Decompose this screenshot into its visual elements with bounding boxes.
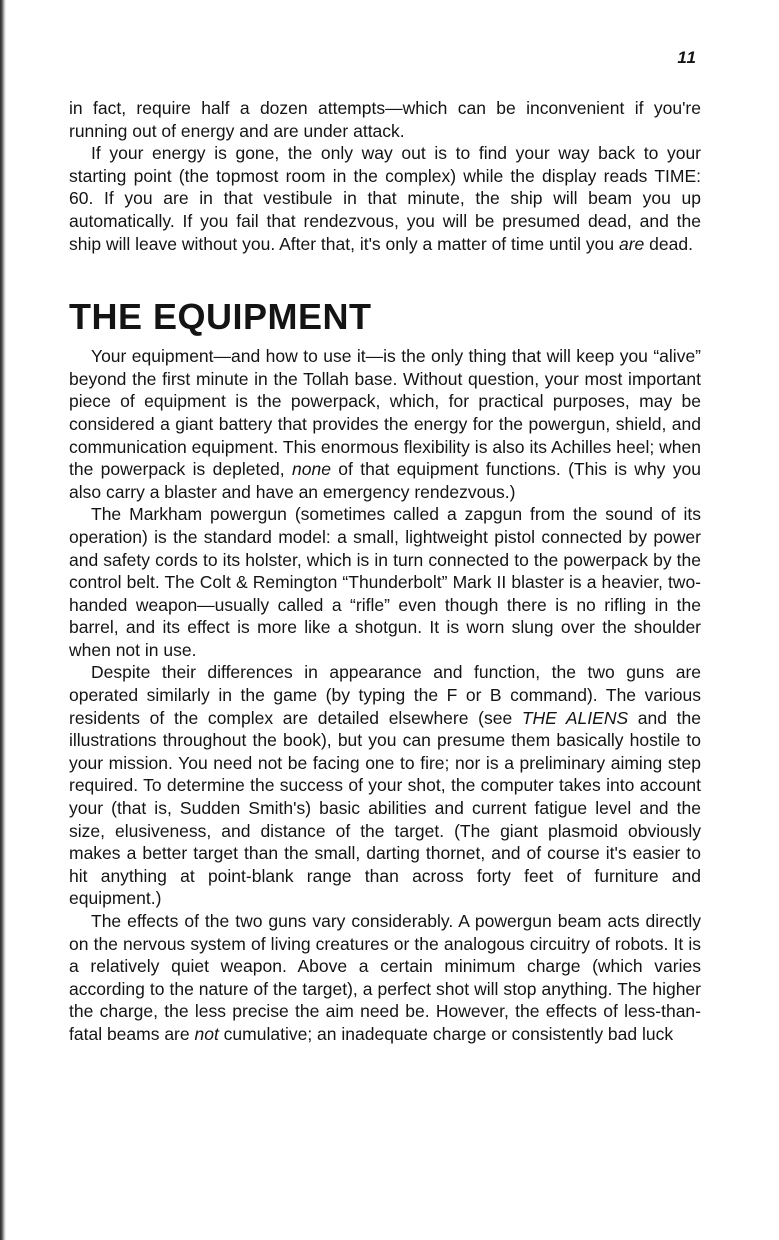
equipment-paragraph-3-text: Despite their differences in appearance and function, the two guns are operated similarly in the game (by typing the F or B command). The various residents of the complex are detailed elsewhere (see — [69, 662, 701, 728]
equipment-paragraph-4-emphasis: not — [194, 1023, 219, 1044]
equipment-paragraph-1 — [69, 345, 701, 503]
equipment-paragraph-3-end: and the illustrations throughout the book), but you can presume them basically hostile to your mission. You need not be facing one to fire; nor is a preliminary aiming step required. To determine the success of your shot, the computer takes into account your (that is, Sudden Smith's) basic abilities and current fatigue level and the size, elusiveness, and distance of the target. (The giant plasmoid obviously makes a better target than the small, darting thornet, and of course it's easier to hit anything at point-blank range than across forty feet of furniture and equipment.) — [69, 707, 702, 909]
equipment-paragraph-1-emphasis: none — [292, 459, 331, 480]
page-binding-edge — [0, 0, 6, 1240]
section-heading: THE EQUIPMENT — [69, 296, 372, 338]
page-number: 11 — [677, 48, 697, 67]
intro-paragraph-2-text: If your energy is gone, the only way out is to find your way back to your starting point (the topmost room in the complex) while the display reads TIME: 60. If you are in that vestibule in that minute, the ship will beam you up automatically. If you fail that rendezvous, you will be presumed dead, and the ship will leave without you. After that, it's only a matter of time until you — [69, 143, 701, 254]
equipment-paragraph-1-end: of that equipment functions. (This is why you also carry a blaster and have an emergency rendezvous.) — [69, 459, 701, 502]
equipment-paragraph-2: The Markham powergun (sometimes called a zapgun from the sound of its operation) is the standard model: a small, lightweight pistol connected by power and safety cords to its holster, which is in turn connected to the powerpack by the control belt. The Colt & Remington “Thunderbolt” Mark II blaster is a heavier, two-handed weapon—usually called a “rifle” even though there is no rifling in the barrel, and its effect is more like a shotgun. It is worn slung over the shoulder when not in use. — [69, 504, 701, 660]
page-body — [69, 97, 701, 1046]
equipment-paragraph-3 — [69, 661, 701, 910]
intro-paragraph-2 — [69, 142, 701, 255]
intro-paragraph-1: in fact, require half a dozen attempts—which can be inconvenient if you're running out of energy and are under attack. — [69, 98, 701, 141]
intro-paragraph-2-emphasis: are — [619, 233, 645, 254]
equipment-paragraph-4 — [69, 910, 701, 1046]
intro-paragraph-2-end: dead. — [644, 233, 693, 254]
equipment-paragraph-4-end: cumulative; an inadequate charge or consistently bad luck — [218, 1023, 674, 1044]
equipment-paragraph-4-text: The effects of the two guns vary considerably. A powergun beam acts directly on the nervous system of living creatures or the analogous circuitry of robots. It is a relatively quiet weapon. Above a certain minimum charge (which varies according to the nature of the target), a perfect shot will stop anything. The higher the charge, the less precise the aim need be. However, the effects of less-than-fatal beams are — [69, 911, 701, 1044]
equipment-paragraph-1-text: Your equipment—and how to use it—is the only thing that will keep you “alive” beyond the first minute in the Tollah base. Without question, your most important piece of equipment is the powerpack, which, for practical purposes, may be considered a giant battery that provides the energy for the powergun, shield, and communication equipment. This enormous flexibility is also its Achilles heel; when the powerpack is depleted, — [69, 346, 701, 480]
equipment-paragraph-3-emphasis: THE ALIENS — [521, 707, 629, 728]
